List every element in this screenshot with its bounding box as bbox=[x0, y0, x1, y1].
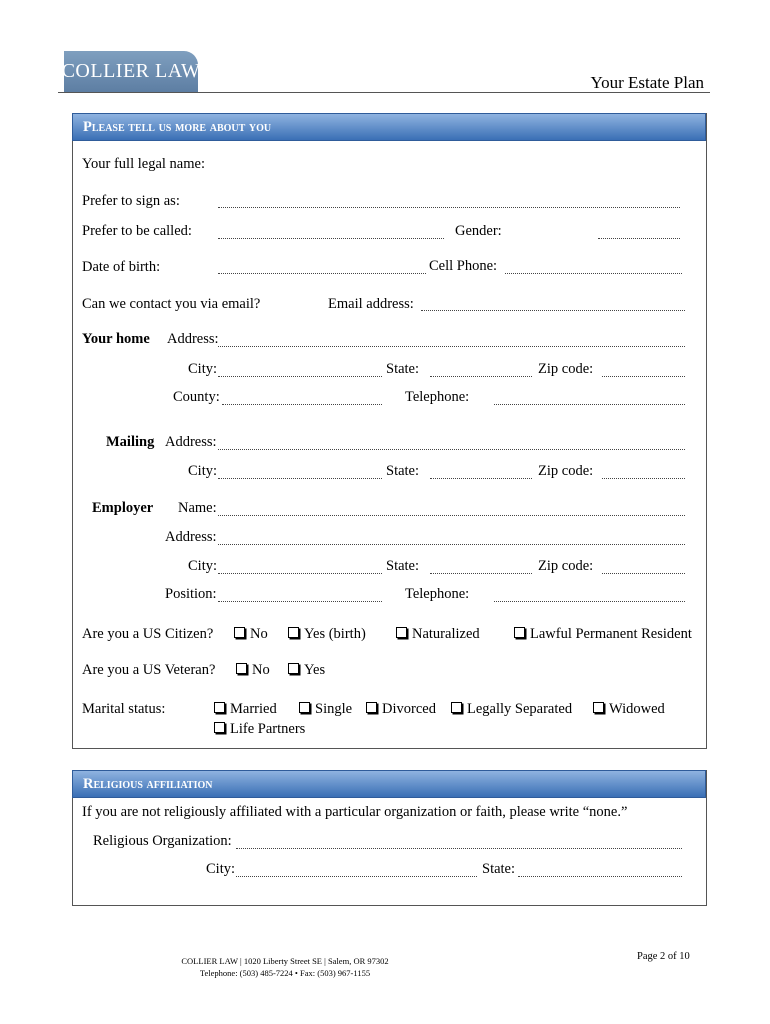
employer-city-field[interactable] bbox=[218, 573, 382, 574]
employer-telephone-field[interactable] bbox=[494, 601, 685, 602]
veteran-no-checkbox[interactable]: No bbox=[236, 662, 270, 679]
marital-single-checkbox[interactable]: Single bbox=[299, 701, 352, 718]
veteran-yes-checkbox[interactable]: Yes bbox=[288, 662, 325, 679]
footer-phone: Telephone: (503) 485-7224 • Fax: (503) 967-1155 bbox=[199, 968, 371, 978]
footer-address: COLLIER LAW | 1020 Liberty Street SE | Salem, OR 97302 bbox=[181, 956, 389, 966]
home-city-label: City: bbox=[188, 361, 218, 377]
religious-org-label: Religious Organization: bbox=[93, 833, 232, 849]
religious-state-label: State: bbox=[482, 861, 516, 877]
called-field[interactable] bbox=[218, 238, 444, 239]
home-zip-field[interactable] bbox=[602, 376, 685, 377]
citizen-no-checkbox[interactable]: No bbox=[234, 626, 268, 643]
employer-zip-label: Zip code: bbox=[538, 558, 594, 574]
home-state-label: State: bbox=[386, 361, 420, 377]
about-you-title: Please tell us more about you bbox=[83, 118, 272, 135]
employer-name-field[interactable] bbox=[218, 515, 685, 516]
cell-label: Cell Phone: bbox=[429, 258, 498, 274]
home-address-field[interactable] bbox=[218, 346, 685, 347]
home-city-field[interactable] bbox=[218, 376, 382, 377]
marital-life-partners-checkbox[interactable]: Life Partners bbox=[214, 721, 305, 738]
employer-position-field[interactable] bbox=[218, 601, 382, 602]
citizen-naturalized-checkbox[interactable]: Naturalized bbox=[396, 626, 480, 643]
mailing-heading: Mailing bbox=[106, 434, 155, 450]
marital-separated-checkbox[interactable]: Legally Separated bbox=[451, 701, 572, 718]
cell-field[interactable] bbox=[505, 273, 682, 274]
called-label: Prefer to be called: bbox=[82, 223, 192, 239]
mailing-city-field[interactable] bbox=[218, 478, 382, 479]
religious-city-label: City: bbox=[206, 861, 236, 877]
home-address-label: Address: bbox=[167, 331, 219, 347]
employer-name-label: Name: bbox=[178, 500, 217, 516]
mailing-zip-label: Zip code: bbox=[538, 463, 594, 479]
veteran-question: Are you a US Veteran? bbox=[82, 662, 216, 678]
employer-telephone-label: Telephone: bbox=[405, 586, 470, 602]
citizen-yes-birth-checkbox[interactable]: Yes (birth) bbox=[288, 626, 366, 643]
email-label: Email address: bbox=[328, 296, 414, 312]
religious-org-field[interactable] bbox=[236, 848, 682, 849]
home-heading: Your home bbox=[82, 331, 150, 347]
home-state-field[interactable] bbox=[430, 376, 532, 377]
document-title: Your Estate Plan bbox=[590, 73, 704, 92]
mailing-state-label: State: bbox=[386, 463, 420, 479]
home-county-label: County: bbox=[173, 389, 220, 405]
employer-state-label: State: bbox=[386, 558, 420, 574]
collier-law-logo: COLLIER LAW bbox=[64, 51, 198, 92]
mailing-address-field[interactable] bbox=[218, 449, 685, 450]
religious-instruction: If you are not religiously affiliated with a particular organization or faith, please write “none.” bbox=[82, 804, 628, 820]
employer-zip-field[interactable] bbox=[602, 573, 685, 574]
sign-as-field[interactable] bbox=[218, 207, 680, 208]
employer-state-field[interactable] bbox=[430, 573, 532, 574]
dob-field[interactable] bbox=[218, 273, 426, 274]
full-name-label: Your full legal name: bbox=[82, 156, 205, 172]
home-zip-label: Zip code: bbox=[538, 361, 594, 377]
about-you-header bbox=[72, 113, 706, 141]
employer-city-label: City: bbox=[188, 558, 218, 574]
citizen-question: Are you a US Citizen? bbox=[82, 626, 214, 642]
marital-label: Marital status: bbox=[82, 701, 166, 717]
employer-address-label: Address: bbox=[165, 529, 217, 545]
mailing-city-label: City: bbox=[188, 463, 218, 479]
page-number: Page 2 of 10 bbox=[637, 951, 690, 962]
religious-city-field[interactable] bbox=[236, 876, 477, 877]
gender-label: Gender: bbox=[455, 223, 502, 239]
marital-married-checkbox[interactable]: Married bbox=[214, 701, 277, 718]
sign-as-label: Prefer to sign as: bbox=[82, 193, 180, 209]
marital-widowed-checkbox[interactable]: Widowed bbox=[593, 701, 665, 718]
home-telephone-label: Telephone: bbox=[405, 389, 470, 405]
religious-state-field[interactable] bbox=[518, 876, 682, 877]
mailing-address-label: Address: bbox=[165, 434, 217, 450]
religious-title: Religious affiliation bbox=[83, 775, 213, 792]
header-rule bbox=[58, 92, 710, 93]
home-telephone-field[interactable] bbox=[494, 404, 685, 405]
religious-header bbox=[72, 770, 706, 798]
email-field[interactable] bbox=[421, 310, 685, 311]
marital-divorced-checkbox[interactable]: Divorced bbox=[366, 701, 436, 718]
gender-field[interactable] bbox=[598, 238, 680, 239]
contact-email-label: Can we contact you via email? bbox=[82, 296, 261, 312]
citizen-permanent-resident-checkbox[interactable]: Lawful Permanent Resident bbox=[514, 626, 692, 643]
mailing-state-field[interactable] bbox=[430, 478, 532, 479]
employer-heading: Employer bbox=[92, 500, 154, 516]
employer-position-label: Position: bbox=[165, 586, 217, 602]
home-county-field[interactable] bbox=[222, 404, 382, 405]
mailing-zip-field[interactable] bbox=[602, 478, 685, 479]
employer-address-field[interactable] bbox=[218, 544, 685, 545]
dob-label: Date of birth: bbox=[82, 259, 161, 275]
